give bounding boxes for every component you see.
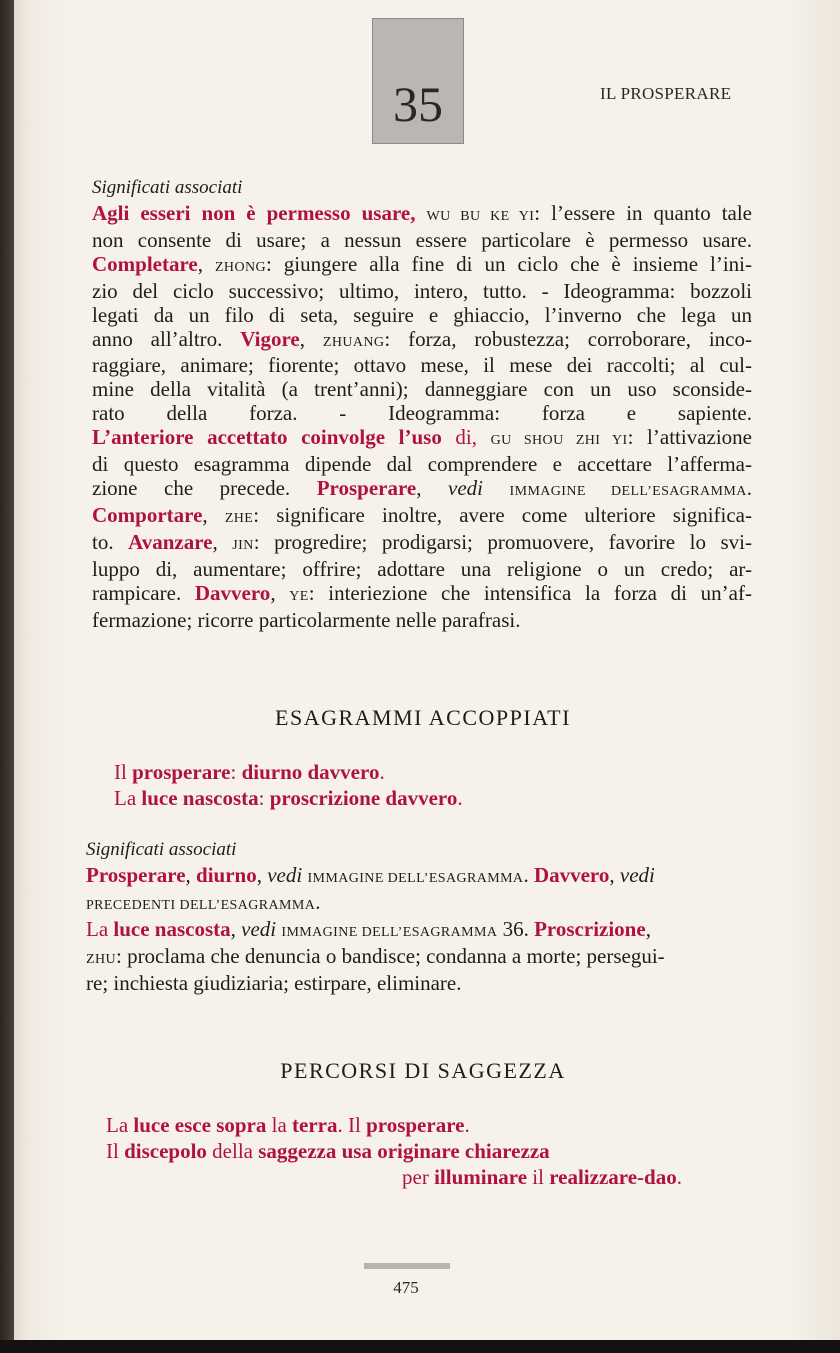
text-line [92, 280, 752, 304]
keyword: illuminare [434, 1165, 528, 1189]
keyword: . [464, 1113, 470, 1137]
keyword: diurno [196, 863, 257, 887]
text-line [92, 558, 752, 582]
keyword: luce nascosta [113, 916, 231, 941]
text-line [92, 609, 752, 633]
text-run [477, 425, 491, 449]
text-run: luppo di, aumentare; offrire; adottare una religione o un credo; ar- [92, 556, 752, 581]
text-run: , [185, 863, 197, 887]
keyword: la [266, 1113, 293, 1137]
text-line [92, 229, 752, 253]
text-run: zione che precede. [92, 475, 317, 500]
text-run: 36. [497, 916, 535, 941]
text-run: re; inchiesta giudiziaria; estirpare, eliminare. [86, 970, 462, 995]
text-run: , [256, 863, 268, 887]
text-line [86, 864, 746, 891]
text-run: , [299, 326, 323, 351]
keyword: della [206, 1139, 259, 1163]
text-run: vedi [241, 916, 277, 941]
text-run: , [202, 502, 225, 527]
text-run: : l’essere in quanto tale [534, 201, 753, 225]
running-head: IL PROSPERARE [600, 84, 732, 103]
text-line [106, 1138, 726, 1164]
keyword: . Il [337, 1113, 367, 1137]
keyword: esseri non è permesso usare, [140, 201, 416, 225]
text-run: ZHE [224, 510, 254, 526]
text-run: . [746, 475, 753, 500]
keyword: La [86, 916, 114, 941]
keyword: realizzare-dao [549, 1165, 677, 1189]
wisdom-paths-text [106, 1112, 726, 1190]
text-line [92, 378, 752, 402]
keyword: prosperare [366, 1113, 465, 1137]
text-run: fermazione; ricorre particolarmente nelle parafrasi. [92, 607, 521, 632]
keyword: proscrizione davvero [269, 786, 458, 810]
keyword: Proscrizione [534, 916, 646, 941]
text-line [114, 759, 714, 785]
keyword: Vigore [240, 326, 300, 351]
keyword: La [106, 1113, 134, 1137]
associated-meanings-label-2: Significati associati [86, 839, 237, 860]
text-run: legati da un filo di seta, seguire e ghiaccio, l’inverno che lega un [92, 302, 752, 327]
text-line [92, 426, 752, 453]
text-line [114, 785, 714, 811]
associated-meanings-text-2 [86, 864, 746, 996]
text-run: WU BU KE YI [426, 209, 535, 224]
book-page [6, 0, 840, 1340]
text-line [92, 402, 752, 426]
keyword: luce nascosta [141, 786, 259, 810]
text-run: : interiezione che intensifica la forza di un’af- [308, 580, 752, 605]
text-line [106, 1112, 726, 1138]
text-run: IMMAGINE DELL’ESAGRAMMA [509, 483, 747, 499]
text-run: vedi [619, 863, 655, 887]
text-line [86, 945, 746, 972]
page-bottom-edge [0, 1340, 840, 1353]
text-line [92, 477, 752, 504]
text-run: IMMAGINE DELL’ESAGRAMMA [307, 871, 524, 886]
keyword: diurno davvero [241, 760, 380, 784]
keyword: Completare [92, 251, 198, 276]
page-number: 475 [393, 1278, 419, 1297]
text-run: : progredire; prodigarsi; promuovere, favorire lo svi- [253, 529, 752, 554]
hexagram-number-tab [372, 18, 464, 144]
text-run: ZHONG [214, 259, 266, 275]
text-line [106, 1164, 726, 1190]
keyword: per [402, 1165, 435, 1189]
text-run: mine della vitalità (a trent’anni); danneggiare con un uso sconside- [92, 377, 752, 402]
text-line [86, 972, 746, 996]
keyword: Comportare [92, 502, 203, 527]
keyword: di, [441, 425, 478, 450]
text-run: , [212, 529, 233, 554]
keyword: . [457, 786, 463, 810]
text-run: . [315, 889, 321, 914]
text-run: : giungere alla fine di un ciclo che è insieme l’ini- [265, 251, 752, 276]
paired-hexagrams-text [114, 759, 714, 811]
book-spine-shadow [0, 0, 14, 1353]
keyword: prosperare [132, 760, 231, 784]
text-run: vedi [448, 475, 483, 500]
text-run [483, 476, 510, 500]
keyword: : [230, 760, 242, 784]
keyword: saggezza usa originare chiarezza [258, 1139, 550, 1163]
text-line [86, 891, 746, 918]
text-run: , [609, 863, 620, 887]
text-run: non consente di usare; a nessun essere particolare è permesso usare. [92, 227, 752, 252]
text-run: IMMAGINE DELL’ESAGRAMMA [281, 924, 498, 940]
text-run: JIN [232, 537, 254, 553]
text-run: zio del ciclo successivo; ultimo, intero, tutto. - Ideogramma: bozzoli [92, 278, 752, 303]
text-line [92, 354, 752, 378]
text-run: to. [92, 529, 129, 554]
text-run: PRECEDENTI DELL’ESAGRAMMA [86, 897, 316, 913]
text-run: anno all’altro. [92, 326, 241, 351]
keyword: La [114, 786, 142, 810]
text-run: : significare inoltre, avere come ulteriore significa- [253, 502, 753, 527]
text-line [92, 304, 752, 328]
keyword: Il [106, 1139, 125, 1163]
paired-hexagrams-heading: ESAGRAMMI ACCOPPIATI [275, 705, 571, 730]
keyword: terra [292, 1113, 338, 1137]
text-run: , [270, 580, 290, 605]
keyword: Davvero [533, 863, 610, 887]
text-line [92, 504, 752, 531]
text-run: GU SHOU ZHI YI [490, 433, 628, 449]
text-line [92, 202, 752, 229]
text-run: YE [289, 588, 309, 604]
text-run: rampicare. [92, 580, 195, 605]
wisdom-paths-heading: PERCORSI DI SAGGEZZA [280, 1058, 566, 1083]
associated-meanings-label: Significati associati [92, 177, 243, 198]
text-run: , [645, 916, 651, 941]
associated-meanings-text [92, 202, 752, 632]
keyword: il [527, 1165, 550, 1189]
text-run: : forza, robustezza; corroborare, inco- [384, 326, 753, 351]
keyword: . [676, 1165, 682, 1189]
text-run: di questo esagramma dipende dal comprendere e accettare l’afferma- [92, 452, 752, 477]
keyword: Agli [92, 201, 141, 225]
text-run: rato della forza. - Ideogramma: forza e sapiente. [92, 401, 752, 426]
text-run: , [197, 251, 215, 276]
text-run: ZHU [86, 951, 116, 967]
keyword: : [258, 786, 270, 810]
keyword: Avanzare [128, 529, 213, 554]
text-run: : l’attivazione [627, 425, 752, 450]
keyword: . [379, 760, 385, 784]
page-number-rule [364, 1263, 450, 1269]
text-run: : proclama che denuncia o bandisce; condanna a morte; persegui- [115, 943, 665, 968]
keyword: Davvero [194, 580, 271, 605]
keyword: L’anteriore accettato coinvolge l’uso [92, 425, 442, 450]
hexagram-number: 35 [393, 76, 443, 132]
text-line [92, 253, 752, 280]
text-line [86, 918, 746, 945]
text-run: , [230, 916, 242, 941]
text-run: vedi [267, 863, 303, 887]
text-run: . [523, 863, 534, 887]
text-run: , [416, 475, 449, 500]
keyword: Il [114, 760, 133, 784]
text-line [92, 582, 752, 609]
text-line [92, 531, 752, 558]
keyword: discepolo [124, 1139, 207, 1163]
keyword: Prosperare [316, 475, 417, 500]
text-line [92, 453, 752, 477]
text-line [92, 328, 752, 355]
keyword: luce esce sopra [133, 1113, 267, 1137]
text-run [415, 201, 426, 225]
keyword: Prosperare [86, 863, 186, 887]
text-run: ZHUANG [322, 334, 385, 350]
text-run: raggiare, animare; fiorente; ottavo mese, il mese dei raccolti; al cul- [92, 353, 752, 378]
